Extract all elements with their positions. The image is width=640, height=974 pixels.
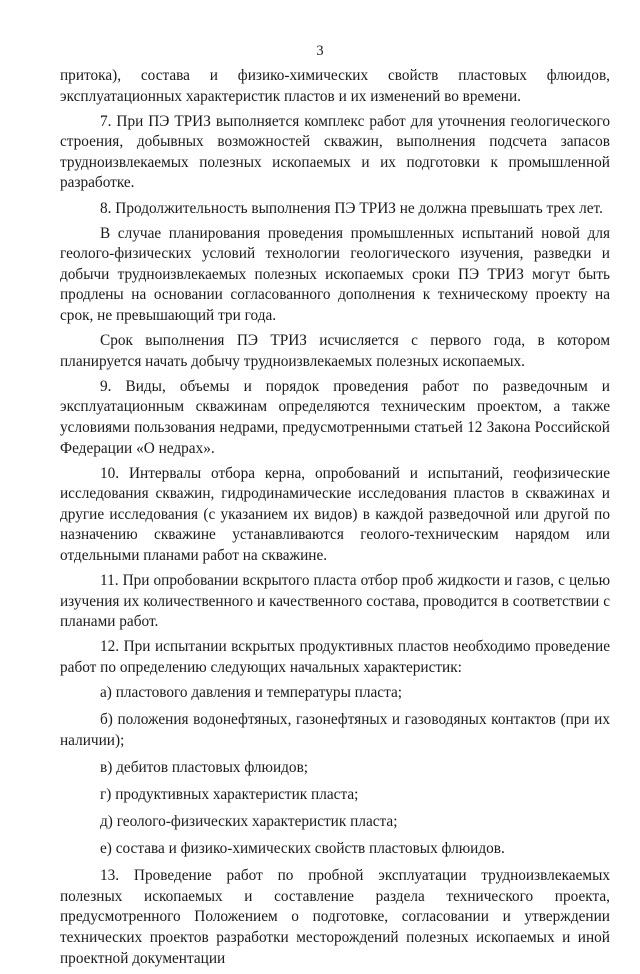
paragraph-item-10: 10. Интервалы отбора керна, опробований и испытаний, геофизические исследования скважин, гидродинамические исследования пластов в скважинах и другие исследования (с указанием их видов) в каждой разведочной или другой по назначению скважине устанавливаются геолого-техническим нарядом или отдельными планами работ на скважине.	[60, 464, 610, 565]
list-item-b: б) положения водонефтяных, газонефтяных и газоводяных контактов (при их наличии);	[60, 711, 610, 749]
paragraph-testing-extension: В случае планирования проведения промышленных испытаний новой для геолого-физических условий технологии геологического изучения, разведки и добычи трудноизвлекаемых полезных ископаемых сроки ПЭ ТРИЗ могут быть продлены на основании согласованного дополнения к техническому проекту на срок, не превышающий три года.	[60, 224, 610, 325]
list-item-d: д) геолого-физических характеристик пласта;	[100, 813, 398, 831]
list-item-e: е) состава и физико-химических свойств пластовых флюидов.	[100, 840, 505, 858]
paragraph-item-7: 7. При ПЭ ТРИЗ выполняется комплекс работ для уточнения геологического строения, добывных возможностей скважин, выполнения подсчета запасов трудноизвлекаемых полезных ископаемых и их подготовки к промышленной разработке.	[60, 112, 610, 192]
list-item-a: а) пластового давления и температуры пласта;	[100, 684, 402, 702]
paragraph-item-13: 13. Проведение работ по пробной эксплуатации трудноизвлекаемых полезных ископаемых и составление раздела технического проекта, предусмотренного Положением о подготовке, согласовании и утверждении технических проектов разработки месторождений полезных ископаемых и иной проектной документации	[60, 867, 610, 967]
paragraph-item-11: 11. При опробовании вскрытого пласта отбор проб жидкости и газов, с целью изучения их количественного и качественного состава, проводится в соответствии с планами работ.	[60, 572, 610, 631]
paragraph-continuation: притока), состава и физико-химических свойств пластовых флюидов, эксплуатационных характеристик пластов и их изменений во времени.	[60, 67, 610, 105]
page-number: 3	[316, 43, 324, 59]
paragraph-item-8: 8. Продолжительность выполнения ПЭ ТРИЗ не должна превышать трех лет.	[100, 199, 603, 217]
list-item-g: г) продуктивных характеристик пласта;	[100, 786, 359, 803]
list-item-v: в) дебитов пластовых флюидов;	[100, 758, 309, 776]
paragraph-item-12: 12. При испытании вскрытых продуктивных пластов необходимо проведение работ по определению следующих начальных характеристик:	[60, 638, 610, 677]
document-body	[60, 66, 610, 974]
paragraph-item-9: 9. Виды, объемы и порядок проведения работ по разведочным и эксплуатационным скважинам определяются техническим проектом, а также условиями пользования недрами, предусмотренными статьей 12 Закона Российской Федерации «О недрах».	[60, 377, 610, 457]
paragraph-term-start: Срок выполнения ПЭ ТРИЗ исчисляется с первого года, в котором планируется начать добычу трудноизвлекаемых полезных ископаемых.	[60, 332, 610, 370]
